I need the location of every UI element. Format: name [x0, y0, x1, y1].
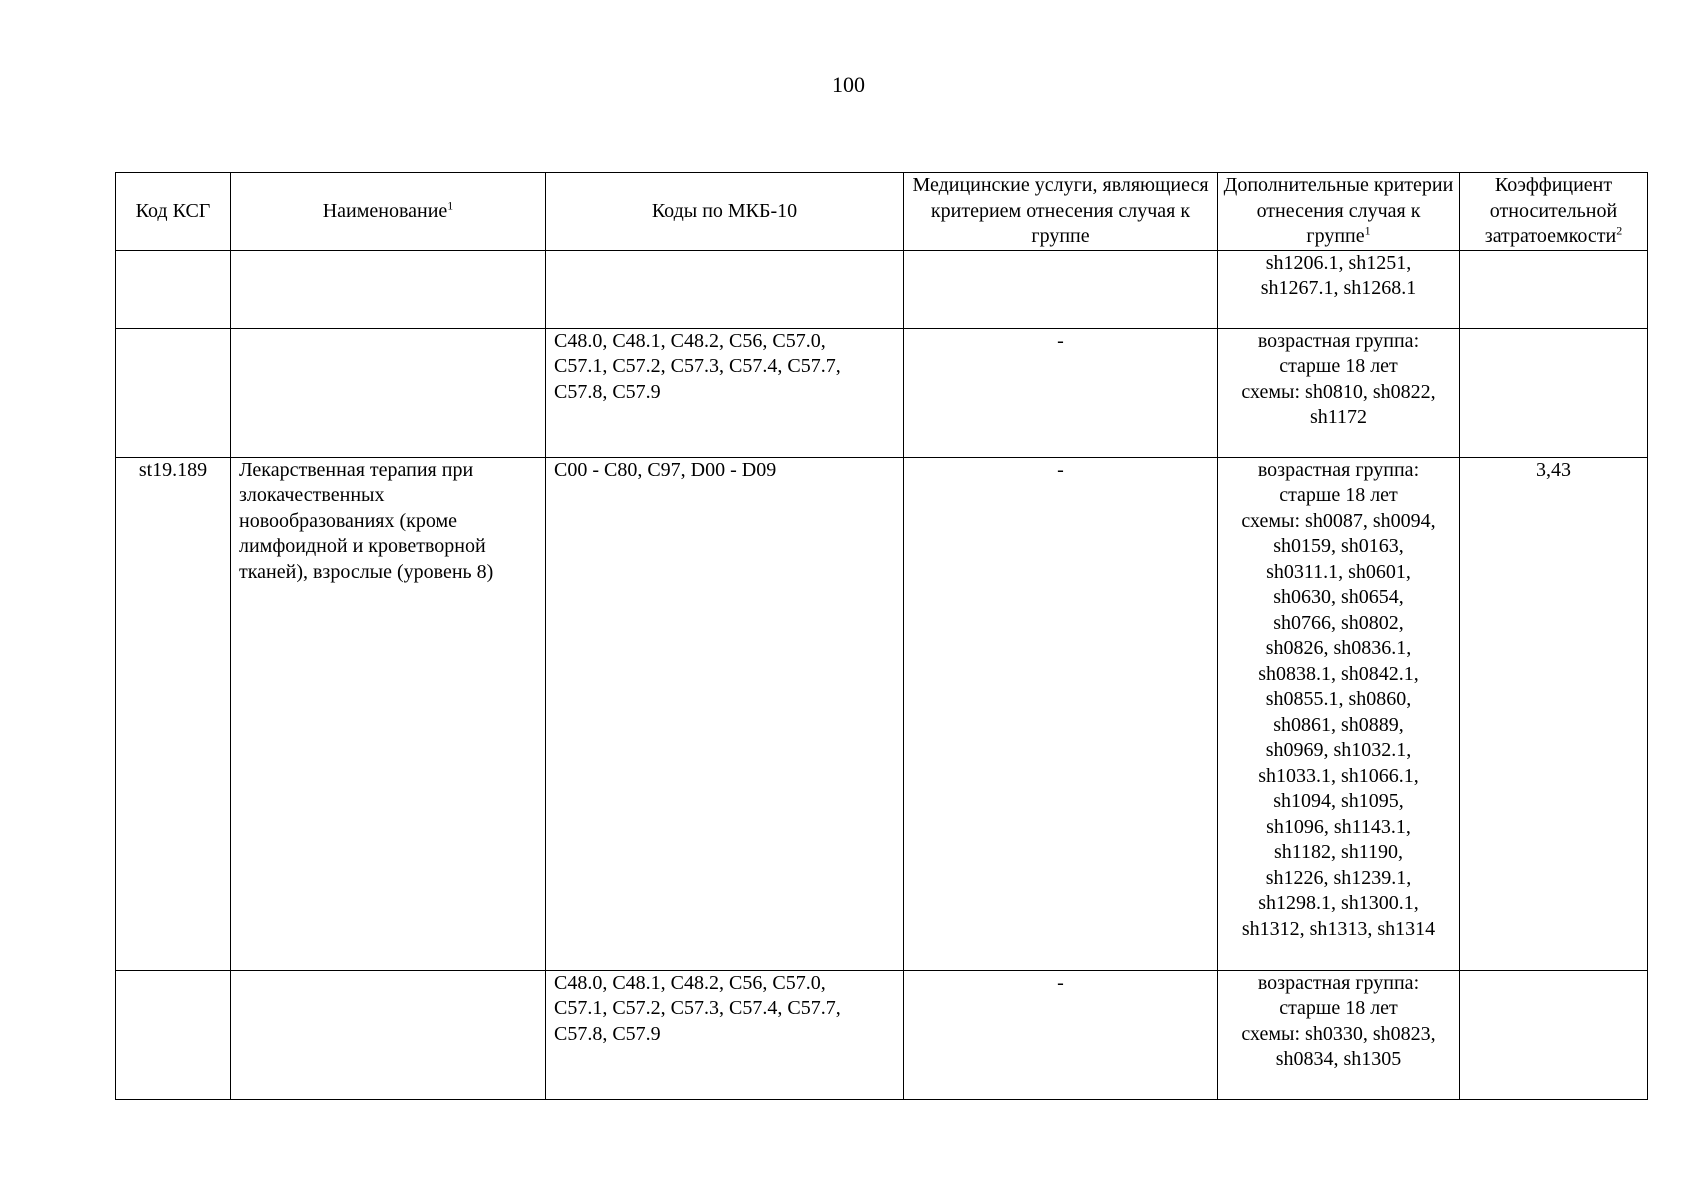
header-code: Код КСГ: [116, 173, 231, 251]
cell-line: sh0834, sh1305: [1275, 1048, 1402, 1070]
header-extra-criteria: Дополнительные критерии отнесения случая к группе$^1$: [1218, 173, 1460, 251]
cell-extra-criteria: [1218, 970, 1460, 1099]
cell-code: [116, 328, 231, 457]
footnote-mark: 1: [1364, 223, 1371, 238]
table-row: [116, 970, 1648, 1099]
cell-icd: [546, 457, 904, 970]
cell-name: [231, 250, 546, 328]
cell-code: [116, 250, 231, 328]
header-icd: Коды по МКБ-10: [546, 173, 904, 251]
cell-line: sh1226, sh1239.1,: [1265, 866, 1412, 889]
cell-line: sh0826, sh0836.1,: [1265, 637, 1412, 659]
cell-coefficient: [1460, 457, 1648, 970]
cell-line: sh0861, sh0889,: [1273, 713, 1404, 736]
cell-icd: [546, 970, 904, 1099]
cell-services: [904, 328, 1218, 457]
cell-line: схемы: sh0810, sh0822,: [1241, 380, 1436, 403]
cell-line: C48.0, C48.1, C48.2, C56, C57.0,: [554, 329, 826, 352]
cell-line: тканей), взрослые (уровень 8): [239, 560, 494, 583]
cell-line: C57.1, C57.2, C57.3, C57.4, C57.7,: [554, 355, 841, 377]
cell-line: sh0159, sh0163,: [1273, 535, 1404, 557]
cell-text: -: [1057, 329, 1064, 352]
cell-coefficient: [1460, 250, 1648, 328]
table-row: [116, 328, 1648, 457]
cell-line: возрастная группа:: [1257, 458, 1420, 481]
cell-line: sh0630, sh0654,: [1273, 586, 1404, 608]
cell-line: sh0855.1, sh0860,: [1265, 688, 1412, 710]
cell-coefficient: [1460, 328, 1648, 457]
cell-line: sh1298.1, sh1300.1,: [1258, 892, 1419, 914]
footnote-mark: 2: [1616, 223, 1623, 238]
cell-name: [231, 328, 546, 457]
cell-text: st19.189: [138, 458, 208, 481]
cell-extra-criteria: [1218, 457, 1460, 970]
cell-services: [904, 457, 1218, 970]
table-header-row: [116, 173, 1648, 251]
cell-line: sh1206.1, sh1251,: [1265, 251, 1412, 274]
cell-name: [231, 970, 546, 1099]
page-number: 100: [832, 72, 865, 97]
cell-line: схемы: sh0330, sh0823,: [1241, 1022, 1436, 1045]
cell-services: [904, 250, 1218, 328]
cell-extra-criteria: [1218, 328, 1460, 457]
cell-code: [116, 970, 231, 1099]
cell-line: старше 18 лет: [1279, 355, 1398, 377]
cell-line: старше 18 лет: [1279, 997, 1398, 1019]
cell-line: злокачественных: [239, 484, 385, 506]
cell-text: -: [1057, 458, 1064, 481]
cell-line: sh0311.1, sh0601,: [1266, 560, 1411, 583]
ksg-table: [115, 172, 1648, 1100]
cell-line: sh0969, sh1032.1,: [1265, 739, 1412, 761]
cell-code: [116, 457, 231, 970]
cell-text: -: [1057, 971, 1064, 994]
cell-line: sh1094, sh1095,: [1273, 790, 1404, 812]
cell-line: Лекарственная терапия при: [239, 458, 474, 481]
cell-line: C48.0, C48.1, C48.2, C56, C57.0,: [554, 971, 826, 994]
cell-line: C57.8, C57.9: [554, 1022, 661, 1045]
cell-line: новообразованиях (кроме: [239, 509, 458, 532]
cell-line: возрастная группа:: [1257, 971, 1420, 994]
cell-name: [231, 457, 546, 970]
footnote-mark: 1: [447, 197, 454, 212]
header-name: Наименование$^1$: [231, 173, 546, 251]
cell-line: лимфоидной и кроветворной: [239, 535, 486, 557]
cell-line: sh1172: [1309, 406, 1368, 428]
cell-line: sh1033.1, sh1066.1,: [1258, 764, 1419, 787]
cell-extra-criteria: [1218, 250, 1460, 328]
cell-line: sh0838.1, sh0842.1,: [1258, 662, 1419, 685]
cell-line: sh1267.1, sh1268.1: [1260, 277, 1417, 299]
cell-line: sh0766, sh0802,: [1273, 611, 1404, 634]
cell-services: [904, 970, 1218, 1099]
cell-text: 3,43: [1536, 458, 1571, 481]
cell-line: sh1096, sh1143.1,: [1266, 815, 1411, 838]
table-row: [116, 250, 1648, 328]
cell-line: старше 18 лет: [1279, 484, 1398, 506]
cell-line: C57.8, C57.9: [554, 380, 661, 403]
cell-line: C57.1, C57.2, C57.3, C57.4, C57.7,: [554, 997, 841, 1019]
cell-icd: [546, 328, 904, 457]
cell-icd: [546, 250, 904, 328]
header-services: Медицинские услуги, являющиеся критерием отнесения случая к группе: [904, 173, 1218, 251]
header-coefficient: Коэффициент относительной затратоемкости$^2$: [1460, 173, 1648, 251]
cell-line: sh1312, sh1313, sh1314: [1241, 917, 1436, 940]
table-row: [116, 457, 1648, 970]
cell-line: возрастная группа:: [1257, 329, 1420, 352]
cell-coefficient: [1460, 970, 1648, 1099]
cell-line: C00 - C80, C97, D00 - D09: [554, 458, 777, 481]
cell-line: схемы: sh0087, sh0094,: [1241, 509, 1436, 532]
cell-line: sh1182, sh1190,: [1273, 841, 1404, 863]
